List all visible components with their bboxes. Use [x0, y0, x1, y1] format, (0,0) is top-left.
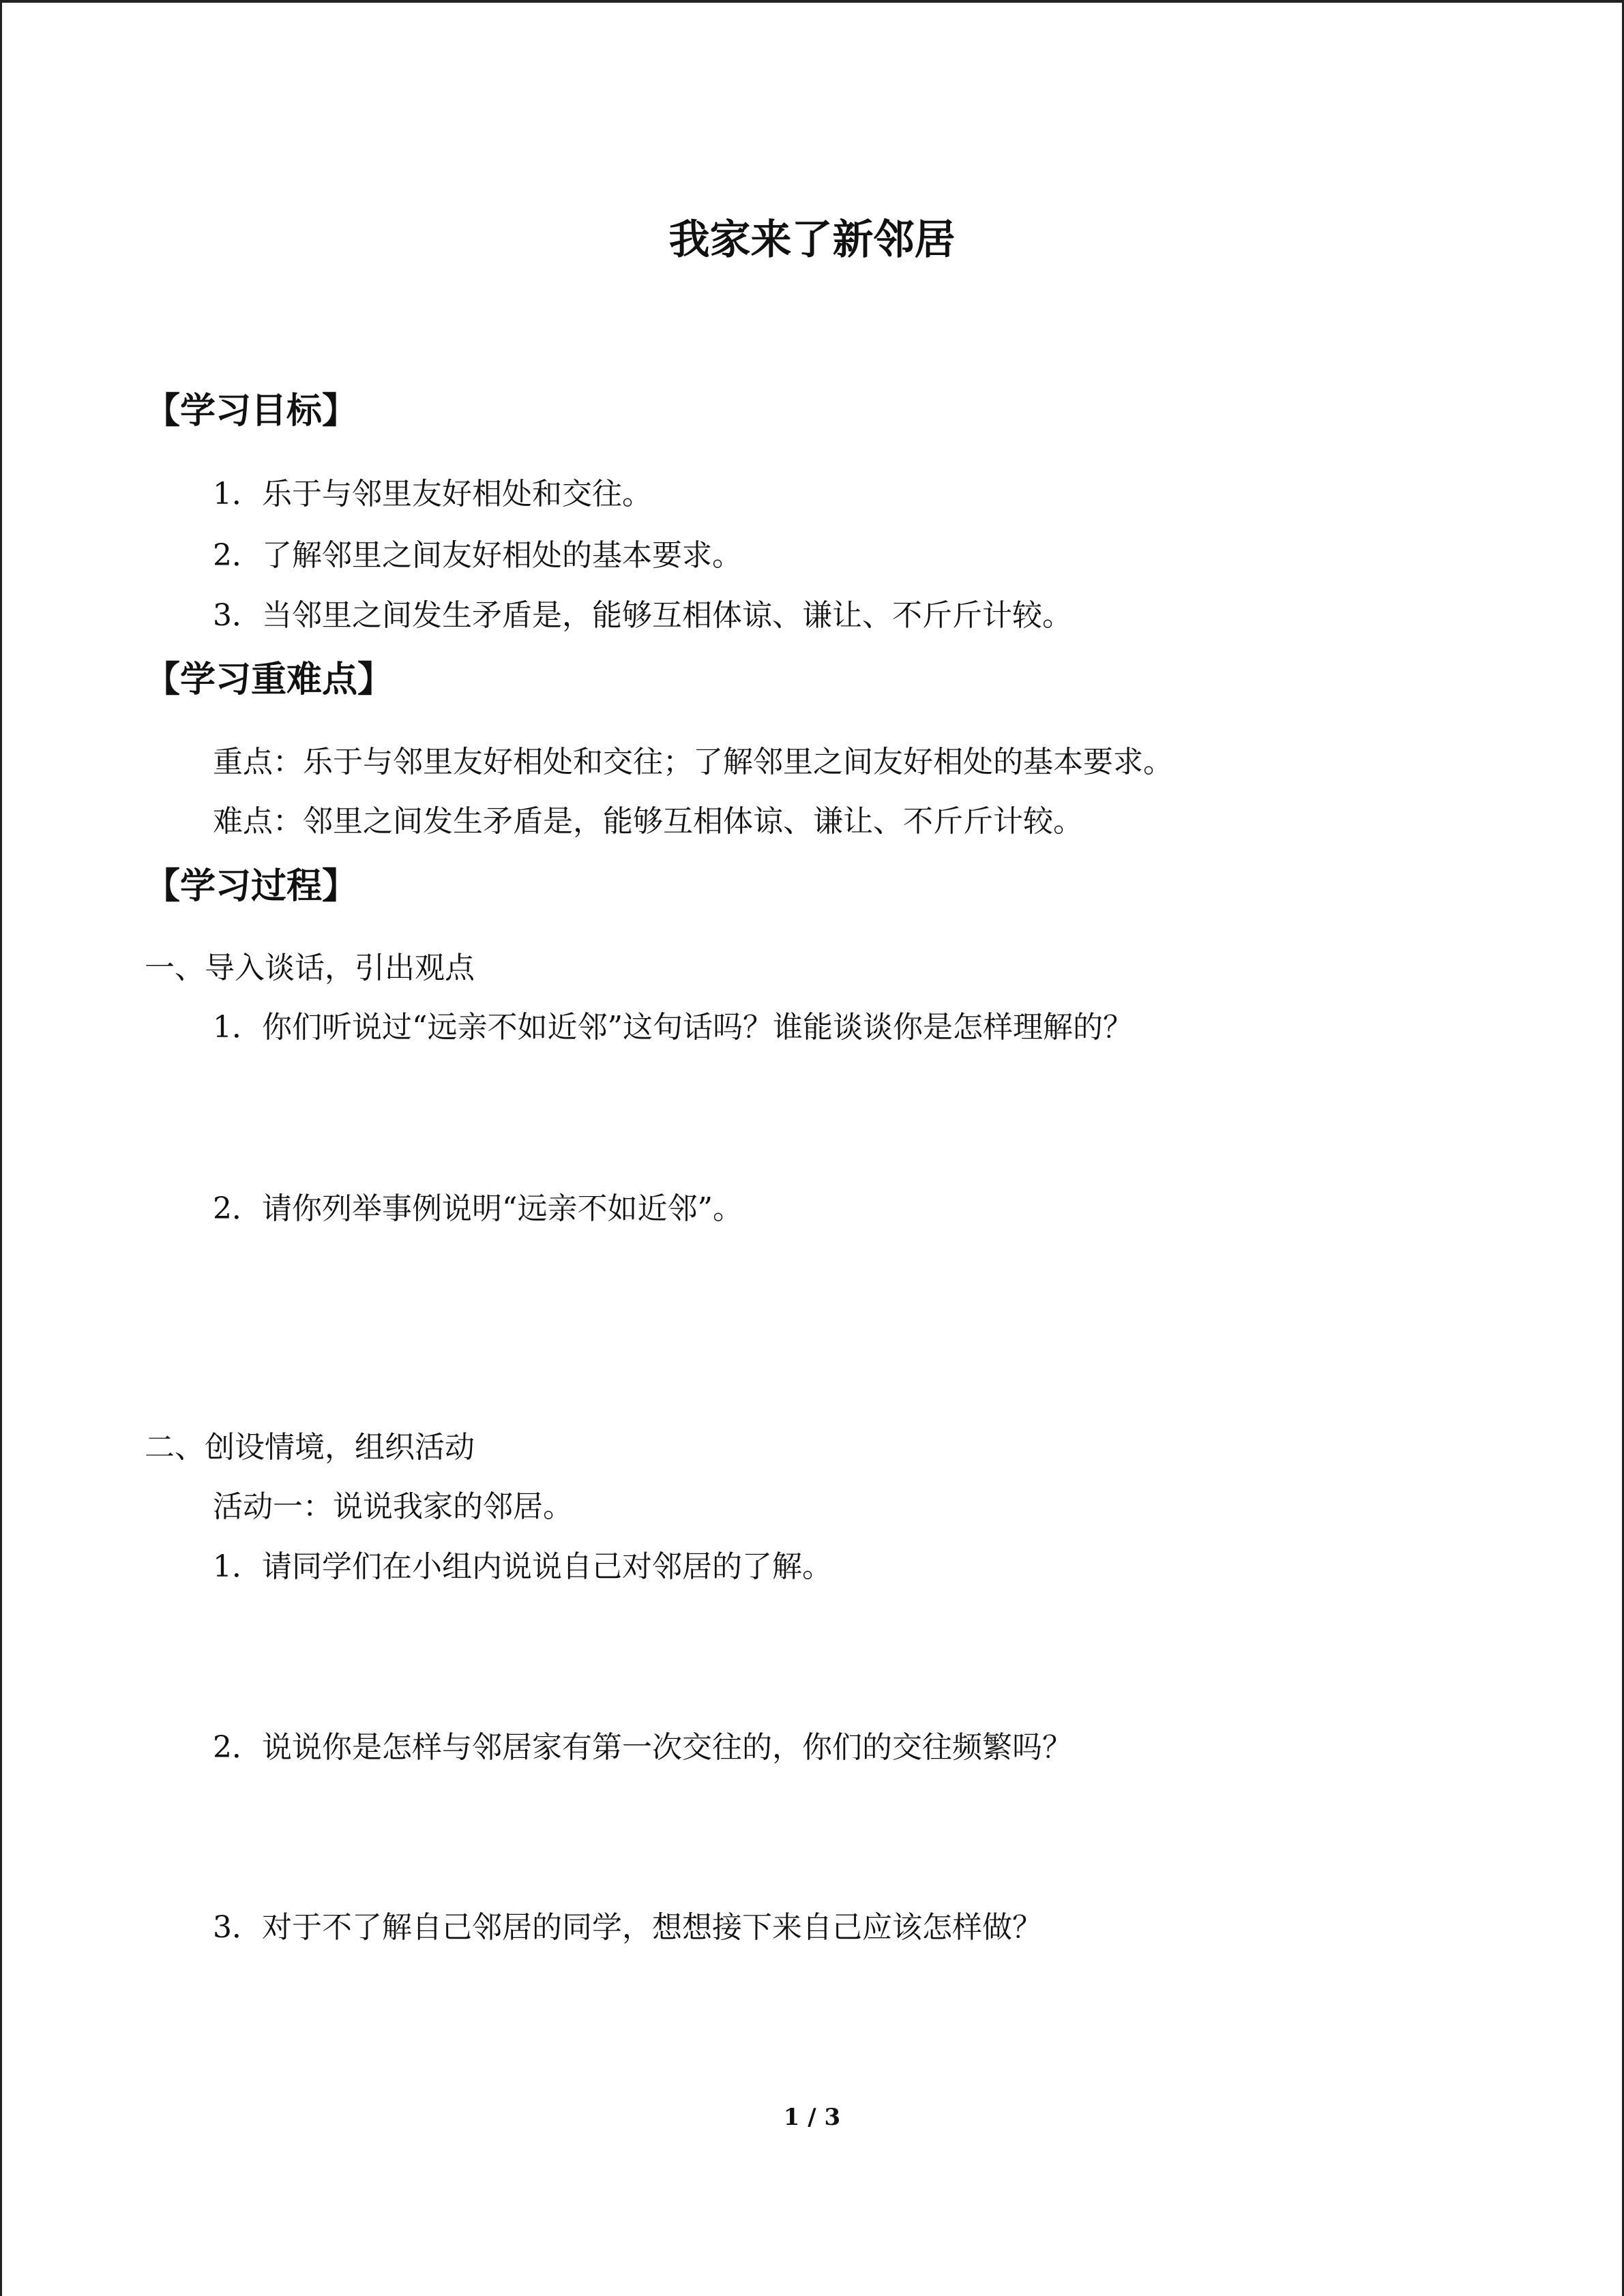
goal-item-1: 1．乐于与邻里友好相处和交往。 — [213, 477, 652, 511]
part2-question-1: 1．请同学们在小组内说说自己对邻居的了解。 — [213, 1549, 832, 1584]
key-point-difficulty: 难点：邻里之间发生矛盾是，能够互相体谅、谦让、不斤斤计较。 — [213, 804, 1083, 839]
heading-key-points: 【学习重难点】 — [145, 659, 394, 700]
part2-activity: 活动一：说说我家的邻居。 — [213, 1489, 573, 1524]
page-number: 1 / 3 — [783, 2104, 841, 2131]
part1-question-2: 2．请你列举事例说明“远亲不如近邻”。 — [213, 1191, 743, 1226]
part1-title: 一、导入谈话，引出观点 — [145, 951, 475, 985]
part2-question-3: 3．对于不了解自己邻居的同学，想想接下来自己应该怎样做？ — [213, 1910, 1042, 1945]
part1-question-1: 1．你们听说过“远亲不如近邻”这句话吗？谁能谈谈你是怎样理解的？ — [213, 1010, 1133, 1045]
goal-item-2: 2．了解邻里之间友好相处的基本要求。 — [213, 538, 742, 573]
page-left-border — [0, 0, 2, 2296]
document-title: 我家来了新邻居 — [668, 216, 956, 264]
part2-title: 二、创设情境，组织活动 — [145, 1430, 475, 1465]
key-point-focus: 重点：乐于与邻里友好相处和交往；了解邻里之间友好相处的基本要求。 — [213, 745, 1173, 779]
page-top-border — [0, 0, 1624, 3]
goal-item-3: 3．当邻里之间发生矛盾是，能够互相体谅、谦让、不斤斤计较。 — [213, 598, 1072, 633]
heading-goals: 【学习目标】 — [145, 390, 358, 432]
heading-process: 【学习过程】 — [145, 865, 358, 907]
part2-question-2: 2．说说你是怎样与邻居家有第一次交往的，你们的交往频繁吗？ — [213, 1730, 1072, 1765]
